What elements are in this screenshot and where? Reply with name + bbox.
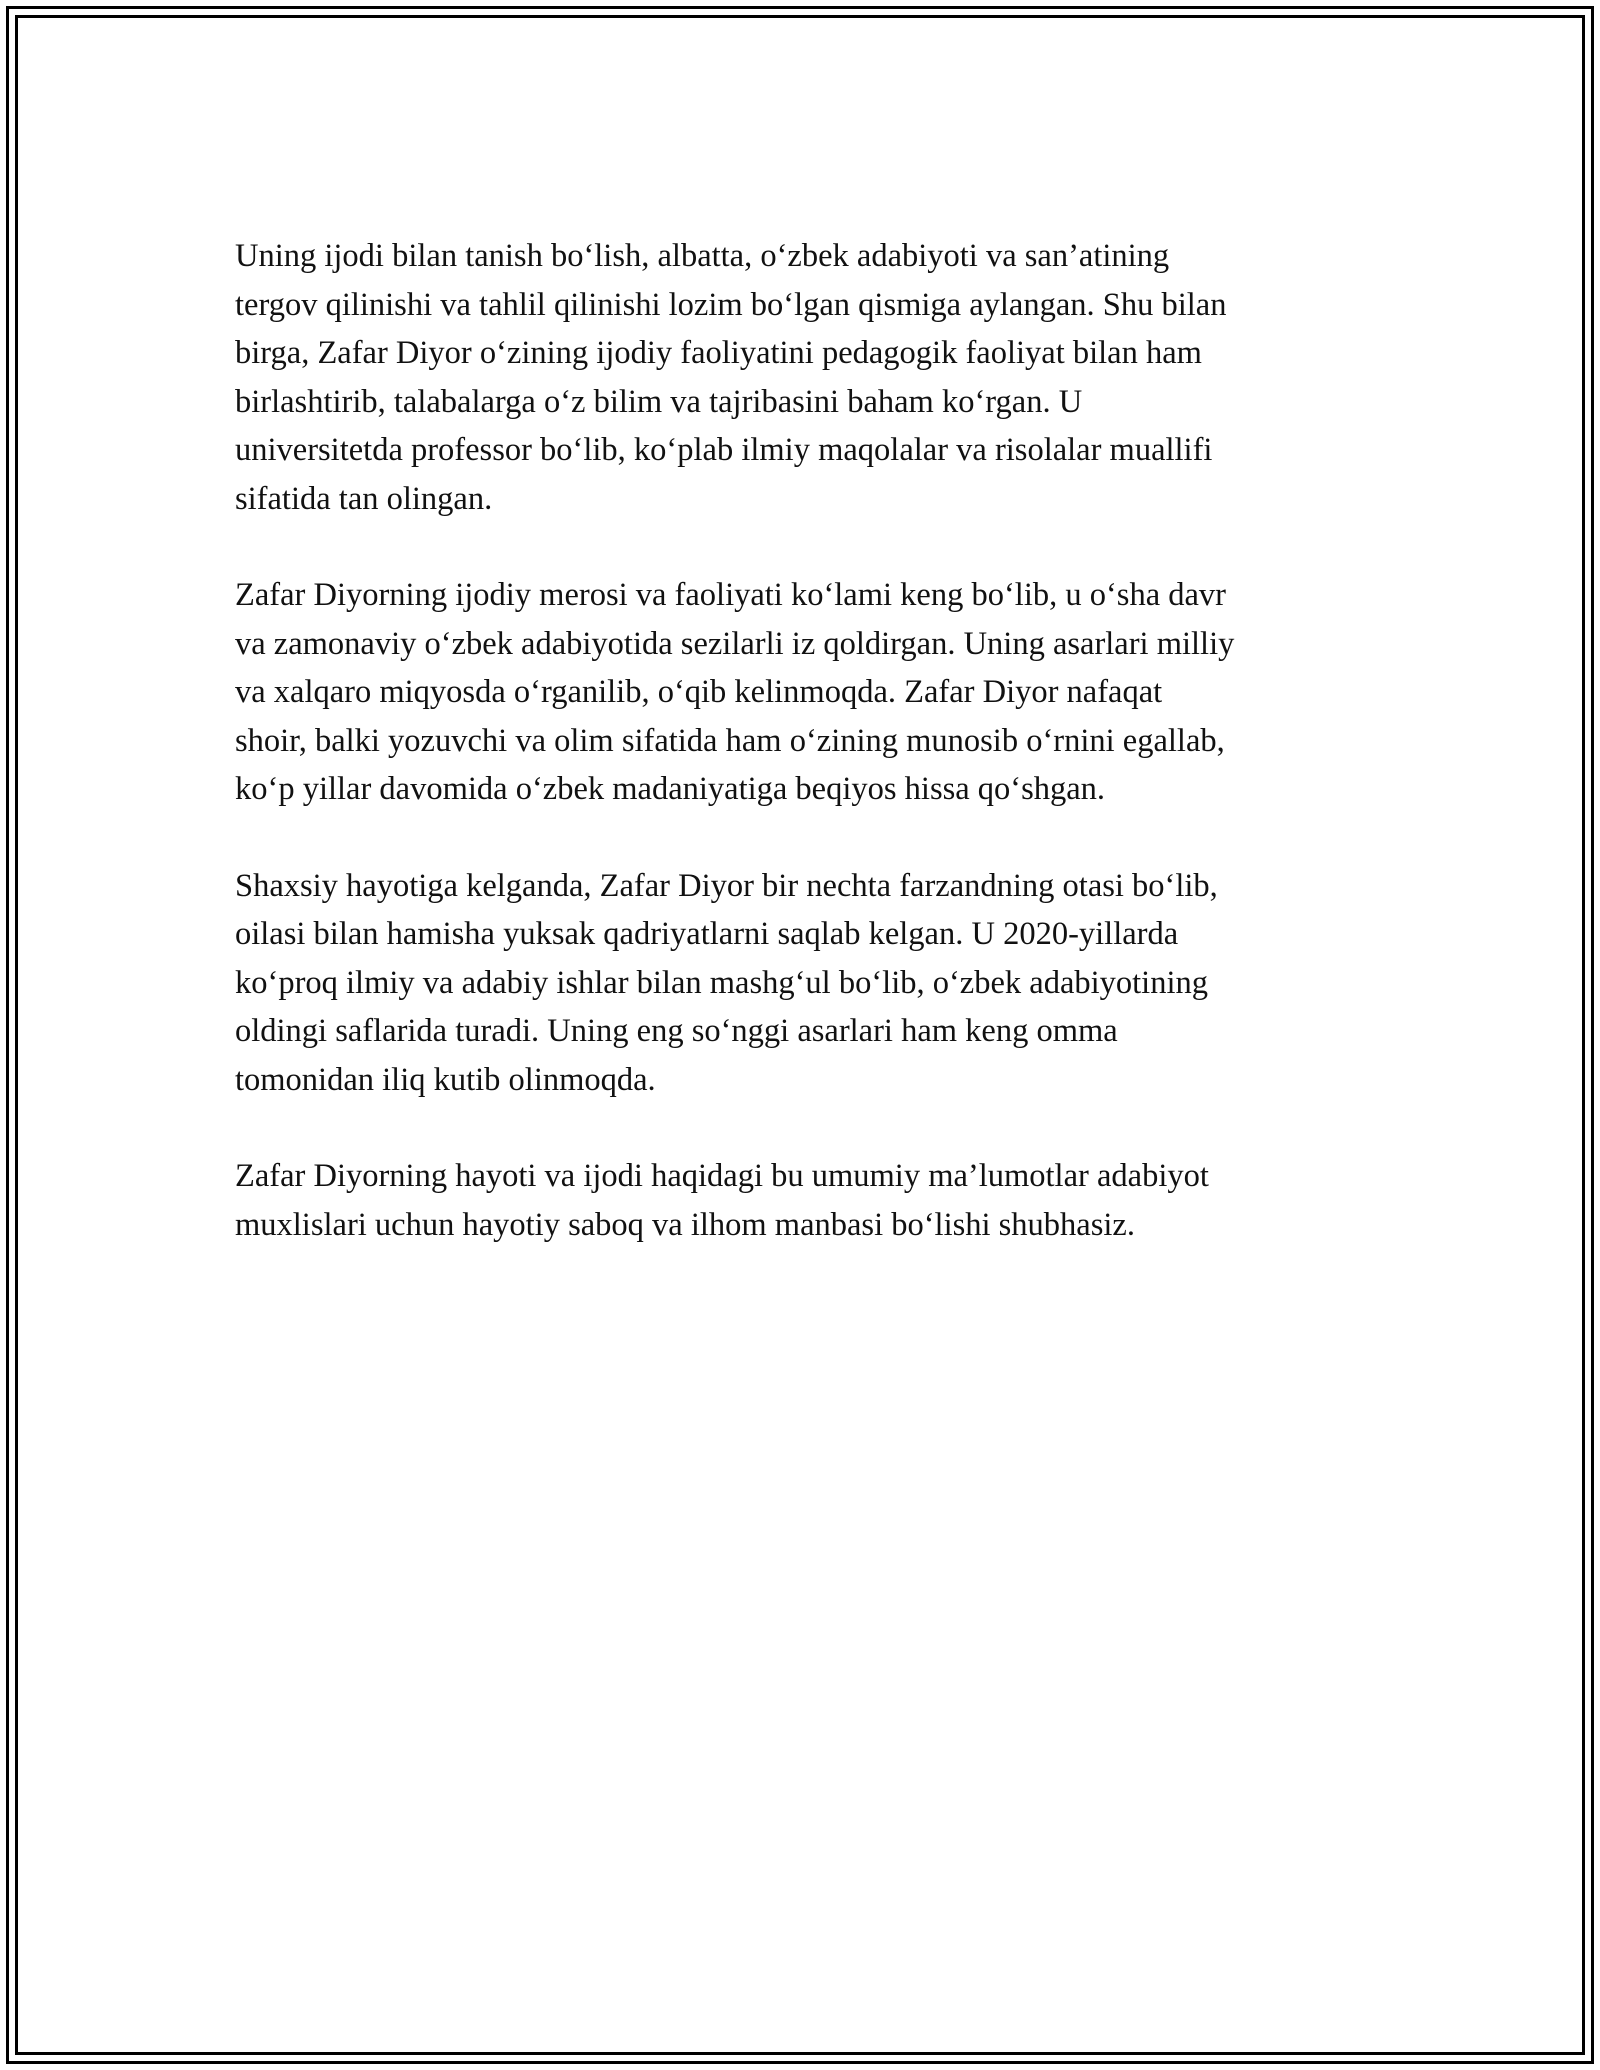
paragraph-4: Zafar Diyorning hayoti va ijodi haqidagi bu umumiy ma’lumotlar adabiyot muxlislari uchun hayotiy saboq va ilhom manbasi bo‘lishi shubhasiz. <box>235 1158 1209 1243</box>
document-body <box>235 232 1385 1297</box>
paragraph-2: Zafar Diyorning ijodiy merosi va faoliyati ko‘lami keng bo‘lib, u o‘sha davr va zamonaviy o‘zbek adabiyotida sezilarli iz qoldirgan. Uning asarlari milliy va xalqaro miqyosda o‘rganilib, o‘qib kelinmoqda. Zafar Diyor nafaqat shoir, balki yozuvchi va olim sifatida ham o‘zining munosib o‘rnini egallab, ko‘p yillar davomida o‘zbek madaniyatiga beqiyos hissa qo‘shgan. <box>235 577 1235 807</box>
paragraph-1: Uning ijodi bilan tanish bo‘lish, albatta, o‘zbek adabiyoti va san’atining tergov qilinishi va tahlil qilinishi lozim bo‘lgan qismiga aylangan. Shu bilan birga, Zafar Diyor o‘zining ijodiy faoliyatini pedagogik faoliyat bilan ham birlashtirib, talabalarga o‘z bilim va tajribasini baham ko‘rgan. U universitetda professor bo‘lib, ko‘plab ilmiy maqolalar va risolalar muallifi sifatida tan olingan. <box>235 238 1227 517</box>
paragraph-3: Shaxsiy hayotiga kelganda, Zafar Diyor bir nechta farzandning otasi bo‘lib, oilasi bilan hamisha yuksak qadriyatlarni saqlab kelgan. U 2020-yillarda ko‘proq ilmiy va adabiy ishlar bilan mashg‘ul bo‘lib, o‘zbek adabiyotining oldingi saflarida turadi. Uning eng so‘nggi asarlari ham keng omma tomonidan iliq kutib olinmoqda. <box>235 867 1218 1098</box>
